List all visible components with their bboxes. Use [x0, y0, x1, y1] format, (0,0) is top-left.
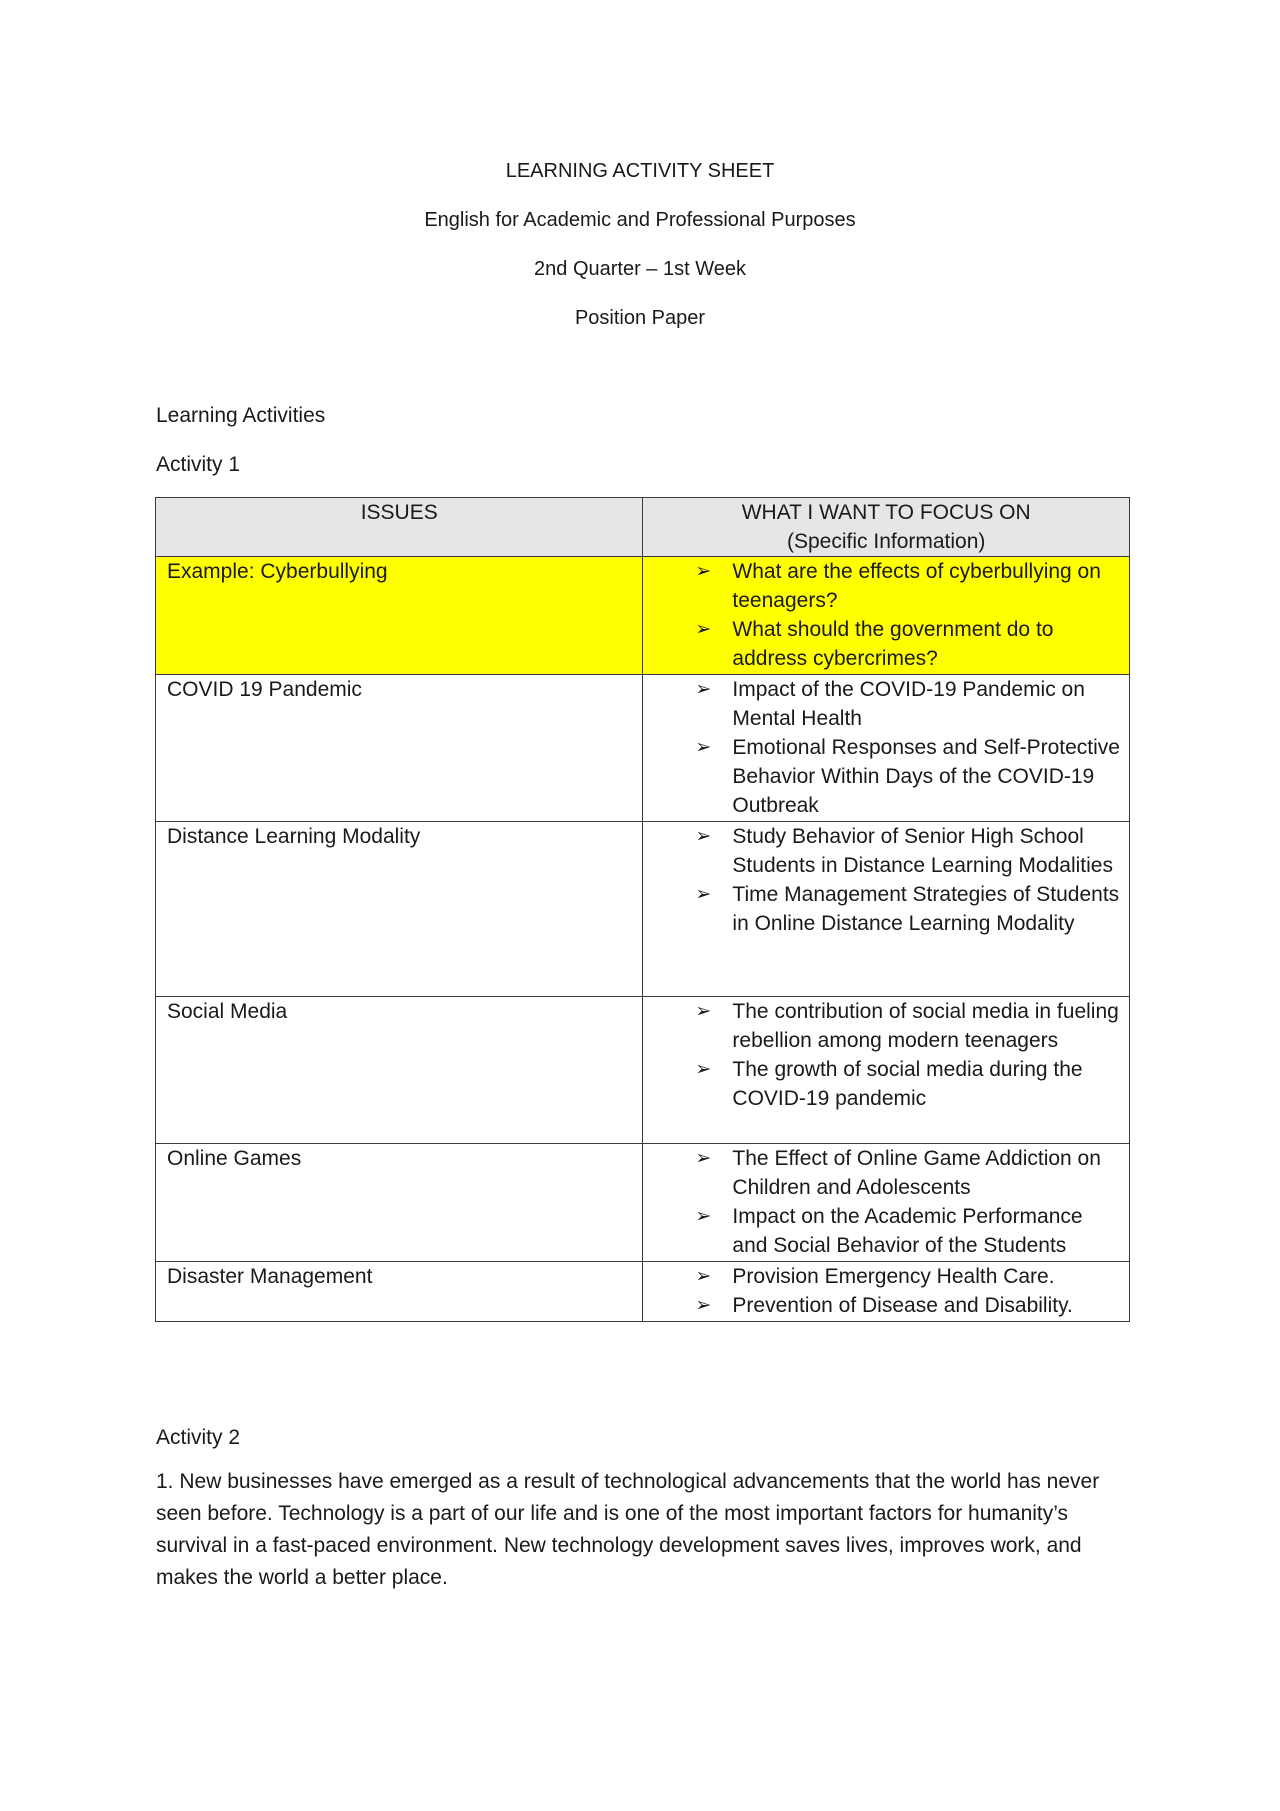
issue-cell [156, 1144, 643, 1262]
issue-cell [156, 557, 643, 675]
topic-line: Position Paper [574, 307, 706, 329]
table-row [156, 1144, 1130, 1262]
issue-label: Social Media [167, 1000, 288, 1023]
arrowhead-bullet-icon: ➢ [695, 1266, 712, 1287]
focus-text: Study Behavior of Senior High School Students in Distance Learning Modalities [732, 825, 1113, 877]
arrowhead-bullet-icon: ➢ [695, 619, 712, 640]
focus-header-line2: (Specific Information) [787, 530, 986, 553]
issue-cell [156, 675, 643, 822]
subject-line: English for Academic and Professional Purposes [424, 209, 856, 231]
focus-header-line1: WHAT I WANT TO FOCUS ON [741, 501, 1031, 524]
list-item [643, 615, 1129, 673]
list-item [643, 1202, 1129, 1260]
table-row [156, 557, 1130, 675]
issue-cell [156, 997, 643, 1144]
issue-label: COVID 19 Pandemic [167, 678, 362, 701]
arrowhead-bullet-icon: ➢ [695, 826, 712, 847]
focus-cell [643, 822, 1130, 997]
issue-label: Example: Cyberbullying [167, 560, 388, 583]
focus-list [643, 1262, 1129, 1320]
focus-list [643, 557, 1129, 673]
focus-cell [643, 997, 1130, 1144]
focus-list [643, 675, 1129, 820]
issues-header [156, 498, 643, 557]
focus-cell [643, 1144, 1130, 1262]
table-row [156, 822, 1130, 997]
focus-text: Provision Emergency Health Care. [732, 1265, 1055, 1288]
focus-text: Impact of the COVID-19 Pandemic on Mental Health [732, 678, 1085, 730]
activity2-label: Activity 2 [156, 1426, 241, 1449]
list-item [643, 557, 1129, 615]
focus-header [643, 498, 1130, 557]
activity1-label: Activity 1 [156, 453, 241, 476]
focus-cell [643, 1262, 1130, 1322]
focus-text: The contribution of social media in fueling rebellion among modern teenagers [732, 1000, 1119, 1052]
issue-label: Distance Learning Modality [167, 825, 421, 848]
focus-list [643, 1144, 1129, 1260]
list-item [643, 1055, 1129, 1113]
list-item [643, 822, 1129, 880]
section-label: Learning Activities [156, 404, 326, 427]
list-item [643, 880, 1129, 938]
focus-text: Impact on the Academic Performance and Social Behavior of the Students [732, 1205, 1083, 1257]
list-item [643, 1291, 1129, 1320]
focus-text: The growth of social media during the COVID-19 pandemic [732, 1058, 1083, 1110]
focus-cell [643, 675, 1130, 822]
arrowhead-bullet-icon: ➢ [695, 561, 712, 582]
list-item [643, 1144, 1129, 1202]
table-row [156, 675, 1130, 822]
arrowhead-bullet-icon: ➢ [695, 1001, 712, 1022]
issue-cell [156, 1262, 643, 1322]
focus-text: Time Management Strategies of Students in Online Distance Learning Modality [732, 883, 1120, 935]
list-item [643, 733, 1129, 820]
focus-text: Prevention of Disease and Disability. [732, 1294, 1073, 1317]
table-row [156, 997, 1130, 1144]
issue-label: Disaster Management [167, 1265, 373, 1288]
arrowhead-bullet-icon: ➢ [695, 1059, 712, 1080]
issue-cell [156, 822, 643, 997]
focus-cell [643, 557, 1130, 675]
table-header-row [156, 498, 1130, 557]
focus-text: What are the effects of cyberbullying on teenagers? [732, 560, 1101, 612]
arrowhead-bullet-icon: ➢ [695, 679, 712, 700]
issue-label: Online Games [167, 1147, 302, 1170]
arrowhead-bullet-icon: ➢ [695, 1295, 712, 1316]
focus-list [643, 997, 1129, 1113]
table-row [156, 1262, 1130, 1322]
focus-text: What should the government do to address cybercrimes? [732, 618, 1054, 670]
issues-header-label: ISSUES [360, 501, 438, 524]
list-item [643, 997, 1129, 1055]
list-item [643, 675, 1129, 733]
list-item [643, 1262, 1129, 1291]
focus-text: The Effect of Online Game Addiction on Children and Adolescents [732, 1147, 1101, 1199]
activity1-table [155, 497, 1130, 1322]
period-line: 2nd Quarter – 1st Week [534, 258, 746, 280]
sheet-title: LEARNING ACTIVITY SHEET [505, 160, 775, 182]
activity2-paragraph: 1. New businesses have emerged as a result of technological advancements that the world has never seen before. Technology is a part of our life and is one of the most important factors for humanity’s survival in a fast-paced environment. New technology development saves lives, improves work, and makes the world a better place. [156, 1470, 1100, 1589]
arrowhead-bullet-icon: ➢ [695, 884, 712, 905]
arrowhead-bullet-icon: ➢ [695, 1206, 712, 1227]
arrowhead-bullet-icon: ➢ [695, 1148, 712, 1169]
arrowhead-bullet-icon: ➢ [695, 737, 712, 758]
focus-text: Emotional Responses and Self-Protective Behavior Within Days of the COVID-19 Outbreak [732, 736, 1120, 817]
focus-list [643, 822, 1129, 938]
